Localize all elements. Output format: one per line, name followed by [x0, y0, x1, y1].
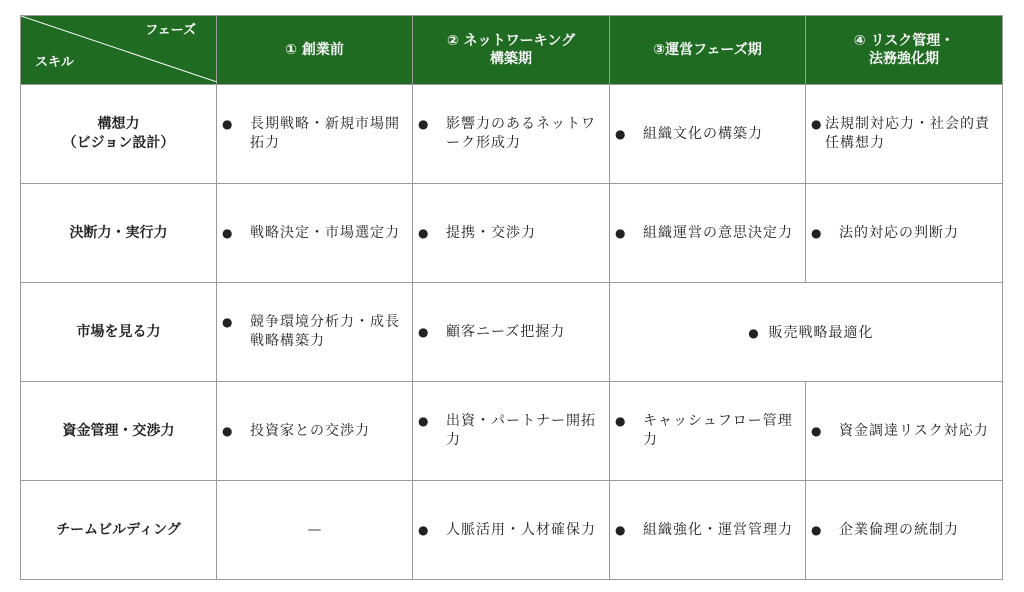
skill-cell	[21, 382, 217, 481]
skill-phase-cell	[217, 184, 413, 283]
empty-dash: —	[307, 522, 322, 538]
cell-text: 資金調達リスク対応力	[839, 422, 989, 439]
cell-text: 組織強化・運営管理力	[643, 521, 793, 538]
phase-header-4	[806, 16, 1003, 85]
bullet-icon: ●	[222, 117, 233, 131]
cell-text: 競争環境分析力・成長戦略構築力	[250, 314, 400, 349]
skill-phase-cell	[806, 85, 1003, 184]
bullet-icon: ●	[418, 225, 429, 240]
skill-cell	[21, 481, 217, 580]
cell-text: 組織運営の意思決定力	[643, 224, 793, 241]
bullet-icon: ●	[811, 423, 822, 438]
table-row	[21, 184, 1003, 283]
cell-text: 長期戦略・新規市場開拓力	[250, 116, 400, 151]
table-row	[21, 85, 1003, 184]
phase-header-2	[413, 16, 610, 85]
skill-cell	[21, 85, 217, 184]
cell-text: 投資家との交渉力	[250, 422, 370, 439]
cell-text: 出資・パートナー開拓力	[446, 413, 596, 448]
skill-phase-cell	[217, 283, 413, 382]
skill-phase-cell	[806, 382, 1003, 481]
bullet-icon: ●	[615, 126, 626, 141]
bullet-icon: ●	[615, 522, 626, 537]
header-row	[21, 16, 1003, 85]
skill-phase-merged-cell	[610, 283, 1003, 382]
skill-label: （ビジョン設計）	[62, 135, 175, 151]
cell-text: 法的対応の判断力	[839, 224, 959, 241]
bullet-icon: ●	[222, 315, 233, 329]
phase-header-line: ② ネットワーキング	[446, 33, 576, 49]
skill-phase-cell	[413, 85, 610, 184]
bullet-icon: ●	[811, 225, 822, 240]
cell-text: 提携・交渉力	[446, 224, 536, 241]
cell-text: 戦略決定・市場選定力	[250, 224, 400, 241]
bullet-icon: ●	[748, 325, 759, 340]
skill-phase-cell	[413, 382, 610, 481]
skill-label: 決断力・実行力	[69, 224, 168, 241]
bullet-icon: ●	[418, 414, 429, 428]
skill-label: 構想力	[97, 116, 140, 132]
cell-text: 販売戦略最適化	[768, 324, 874, 341]
cell-text: キャッシュフロー管理力	[643, 413, 793, 448]
phase-header-line: 構築期	[490, 51, 532, 67]
bullet-icon: ●	[615, 225, 626, 240]
skill-label: 資金管理・交渉力	[62, 422, 175, 439]
bullet-icon: ●	[811, 117, 822, 131]
table-row	[21, 283, 1003, 382]
skill-phase-cell	[806, 184, 1003, 283]
bullet-icon: ●	[811, 522, 822, 537]
corner-header	[21, 16, 217, 85]
phase-header-line: 法務強化期	[869, 51, 939, 67]
skill-phase-cell	[413, 184, 610, 283]
cell-text: 顧客ニーズ把握力	[446, 323, 566, 340]
cell-text: 企業倫理の統制力	[839, 521, 959, 538]
skill-cell	[21, 283, 217, 382]
corner-skill-label: スキル	[35, 55, 74, 70]
bullet-icon: ●	[418, 522, 429, 537]
skill-phase-cell	[806, 481, 1003, 580]
bullet-icon: ●	[615, 414, 626, 428]
cell-text: 組織文化の構築力	[643, 125, 763, 142]
skill-phase-cell	[610, 382, 806, 481]
skill-phase-matrix	[20, 15, 1003, 580]
skill-phase-cell	[610, 481, 806, 580]
phase-header-1	[217, 16, 413, 85]
cell-text: 影響力のあるネットワーク形成力	[446, 116, 596, 151]
skill-phase-cell	[413, 283, 610, 382]
bullet-icon: ●	[418, 117, 429, 131]
table-row	[21, 481, 1003, 580]
skill-label: 市場を見る力	[76, 323, 161, 340]
skill-phase-cell	[610, 184, 806, 283]
skill-phase-cell	[217, 382, 413, 481]
table-row	[21, 382, 1003, 481]
bullet-icon: ●	[222, 225, 233, 240]
skill-label: チームビルディング	[56, 521, 181, 538]
skill-cell	[21, 184, 217, 283]
phase-header-line: ① 創業前	[285, 42, 344, 58]
bullet-icon: ●	[222, 423, 233, 438]
cell-text: 法規制対応力・社会的責任構想力	[825, 116, 990, 151]
cell-text: 人脈活用・人材確保力	[446, 521, 596, 538]
corner-phase-label: フェーズ	[145, 23, 196, 38]
phase-header-line: ④ リスク管理・	[853, 33, 955, 49]
skill-phase-cell	[217, 85, 413, 184]
bullet-icon: ●	[418, 324, 429, 339]
skill-phase-cell	[413, 481, 610, 580]
skill-phase-cell	[610, 85, 806, 184]
skill-phase-cell	[217, 481, 413, 580]
phase-header-line: ③運営フェーズ期	[653, 42, 762, 58]
phase-header-3	[610, 16, 806, 85]
